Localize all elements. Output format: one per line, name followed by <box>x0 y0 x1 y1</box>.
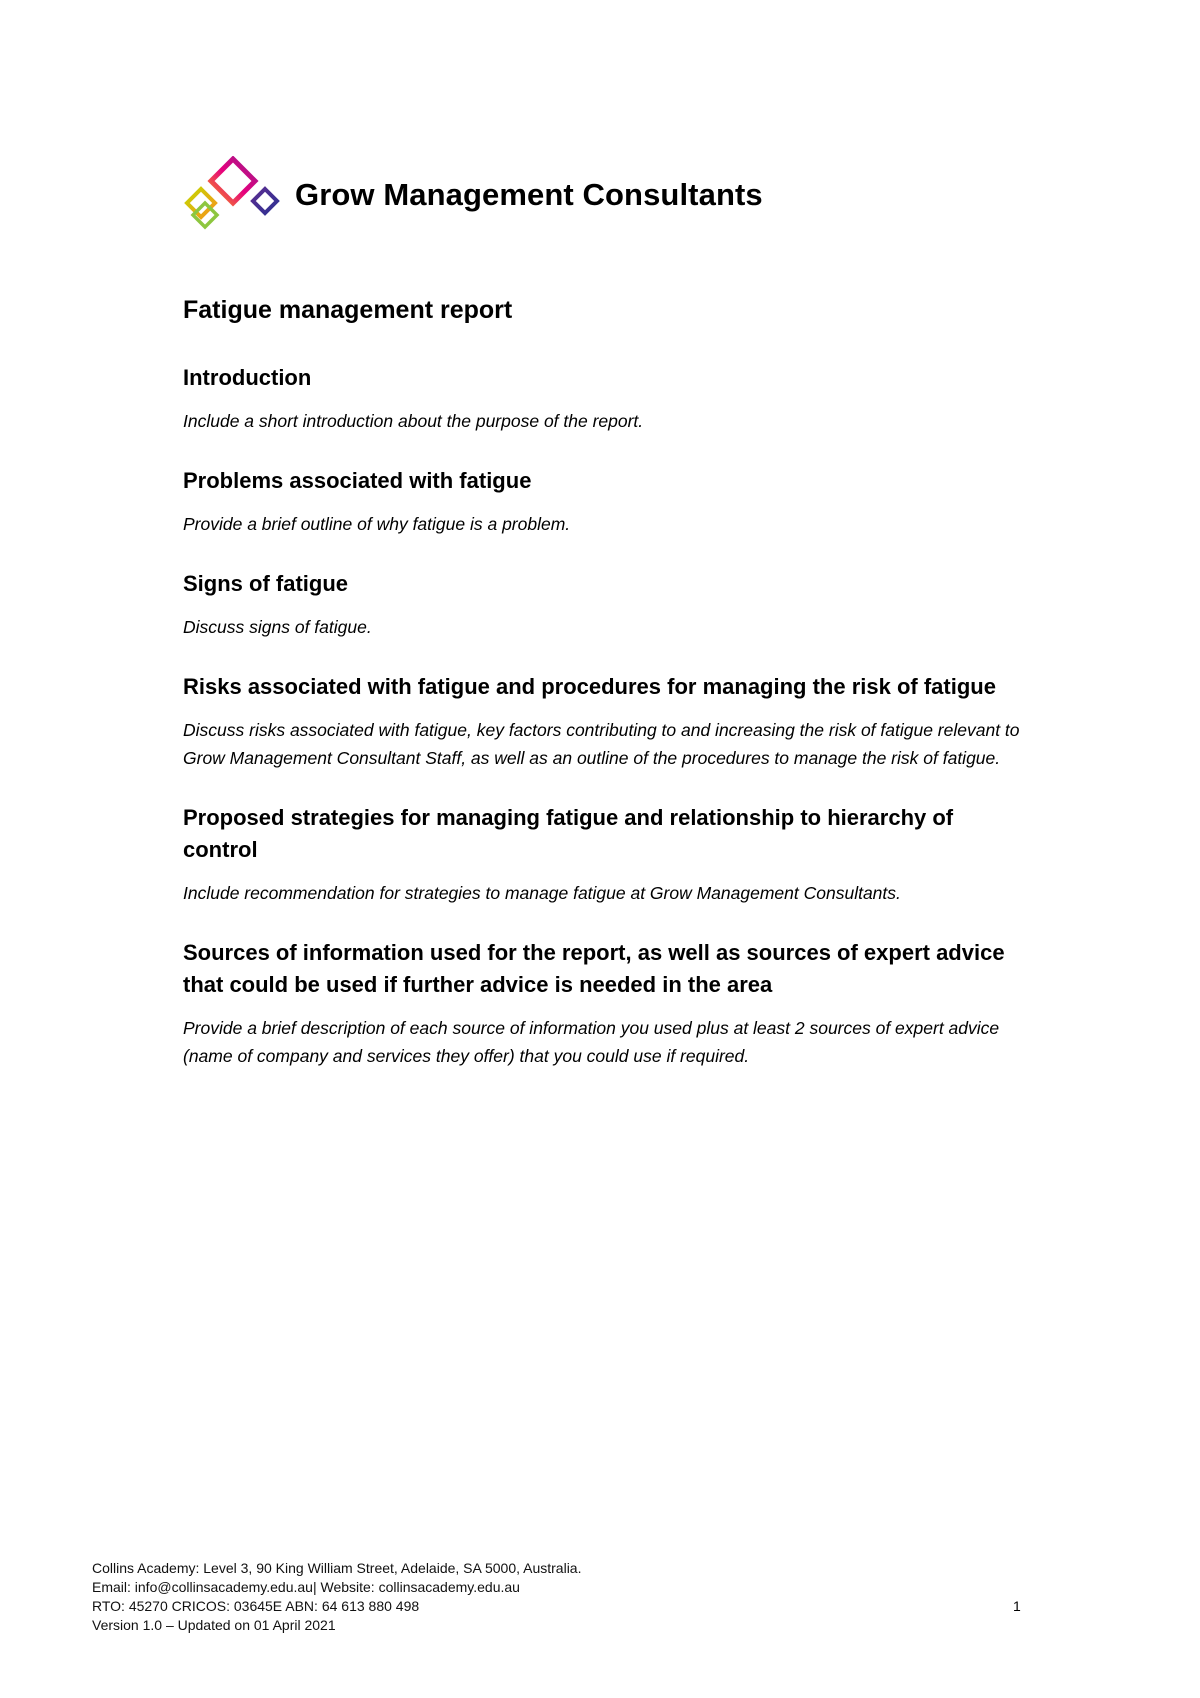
section-strategies <box>183 802 1033 907</box>
section-heading: Sources of information used for the report, as well as sources of expert advice that could be used if further advice is needed in the area <box>183 940 1005 997</box>
section-heading: Introduction <box>183 365 312 390</box>
footer-contact: Email: info@collinsacademy.edu.au| Website: collinsacademy.edu.au <box>92 1579 520 1595</box>
section-heading: Proposed strategies for managing fatigue and relationship to hierarchy of control <box>183 805 954 862</box>
section-risks <box>183 671 1033 772</box>
section-body: Include a short introduction about the purpose of the report. <box>183 411 644 431</box>
footer-address: Collins Academy: Level 3, 90 King William Street, Adelaide, SA 5000, Australia. <box>92 1560 582 1576</box>
section-heading: Problems associated with fatigue <box>183 468 532 493</box>
company-name: Grow Management Consultants <box>295 177 763 212</box>
brand-header <box>183 156 763 234</box>
section-sources <box>183 937 1033 1070</box>
section-body: Provide a brief description of each source of information you used plus at least 2 sources of expert advice (name of company and services they offer) that you could use if required. <box>183 1018 1000 1066</box>
section-body: Discuss signs of fatigue. <box>183 617 372 637</box>
section-heading: Signs of fatigue <box>183 571 348 596</box>
footer-version: Version 1.0 – Updated on 01 April 2021 <box>92 1617 336 1633</box>
page-footer <box>92 1559 1032 1635</box>
section-introduction <box>183 362 1033 435</box>
section-body: Include recommendation for strategies to manage fatigue at Grow Management Consultants. <box>183 883 901 903</box>
footer-registration: RTO: 45270 CRICOS: 03645E ABN: 64 613 880 498 <box>92 1598 420 1614</box>
report-title: Fatigue management report <box>183 296 513 324</box>
section-problems <box>183 465 1033 538</box>
diamond-squares-logo-icon <box>183 156 283 234</box>
report-content <box>183 292 1033 1100</box>
section-heading: Risks associated with fatigue and procedures for managing the risk of fatigue <box>183 674 996 699</box>
page-number: 1 <box>1013 1598 1021 1614</box>
section-body: Discuss risks associated with fatigue, key factors contributing to and increasing the risk of fatigue relevant to Grow Management Consultant Staff, as well as an outline of the procedures to manage the risk of fatigue. <box>183 720 1020 768</box>
section-body: Provide a brief outline of why fatigue is a problem. <box>183 514 571 534</box>
section-signs <box>183 568 1033 641</box>
